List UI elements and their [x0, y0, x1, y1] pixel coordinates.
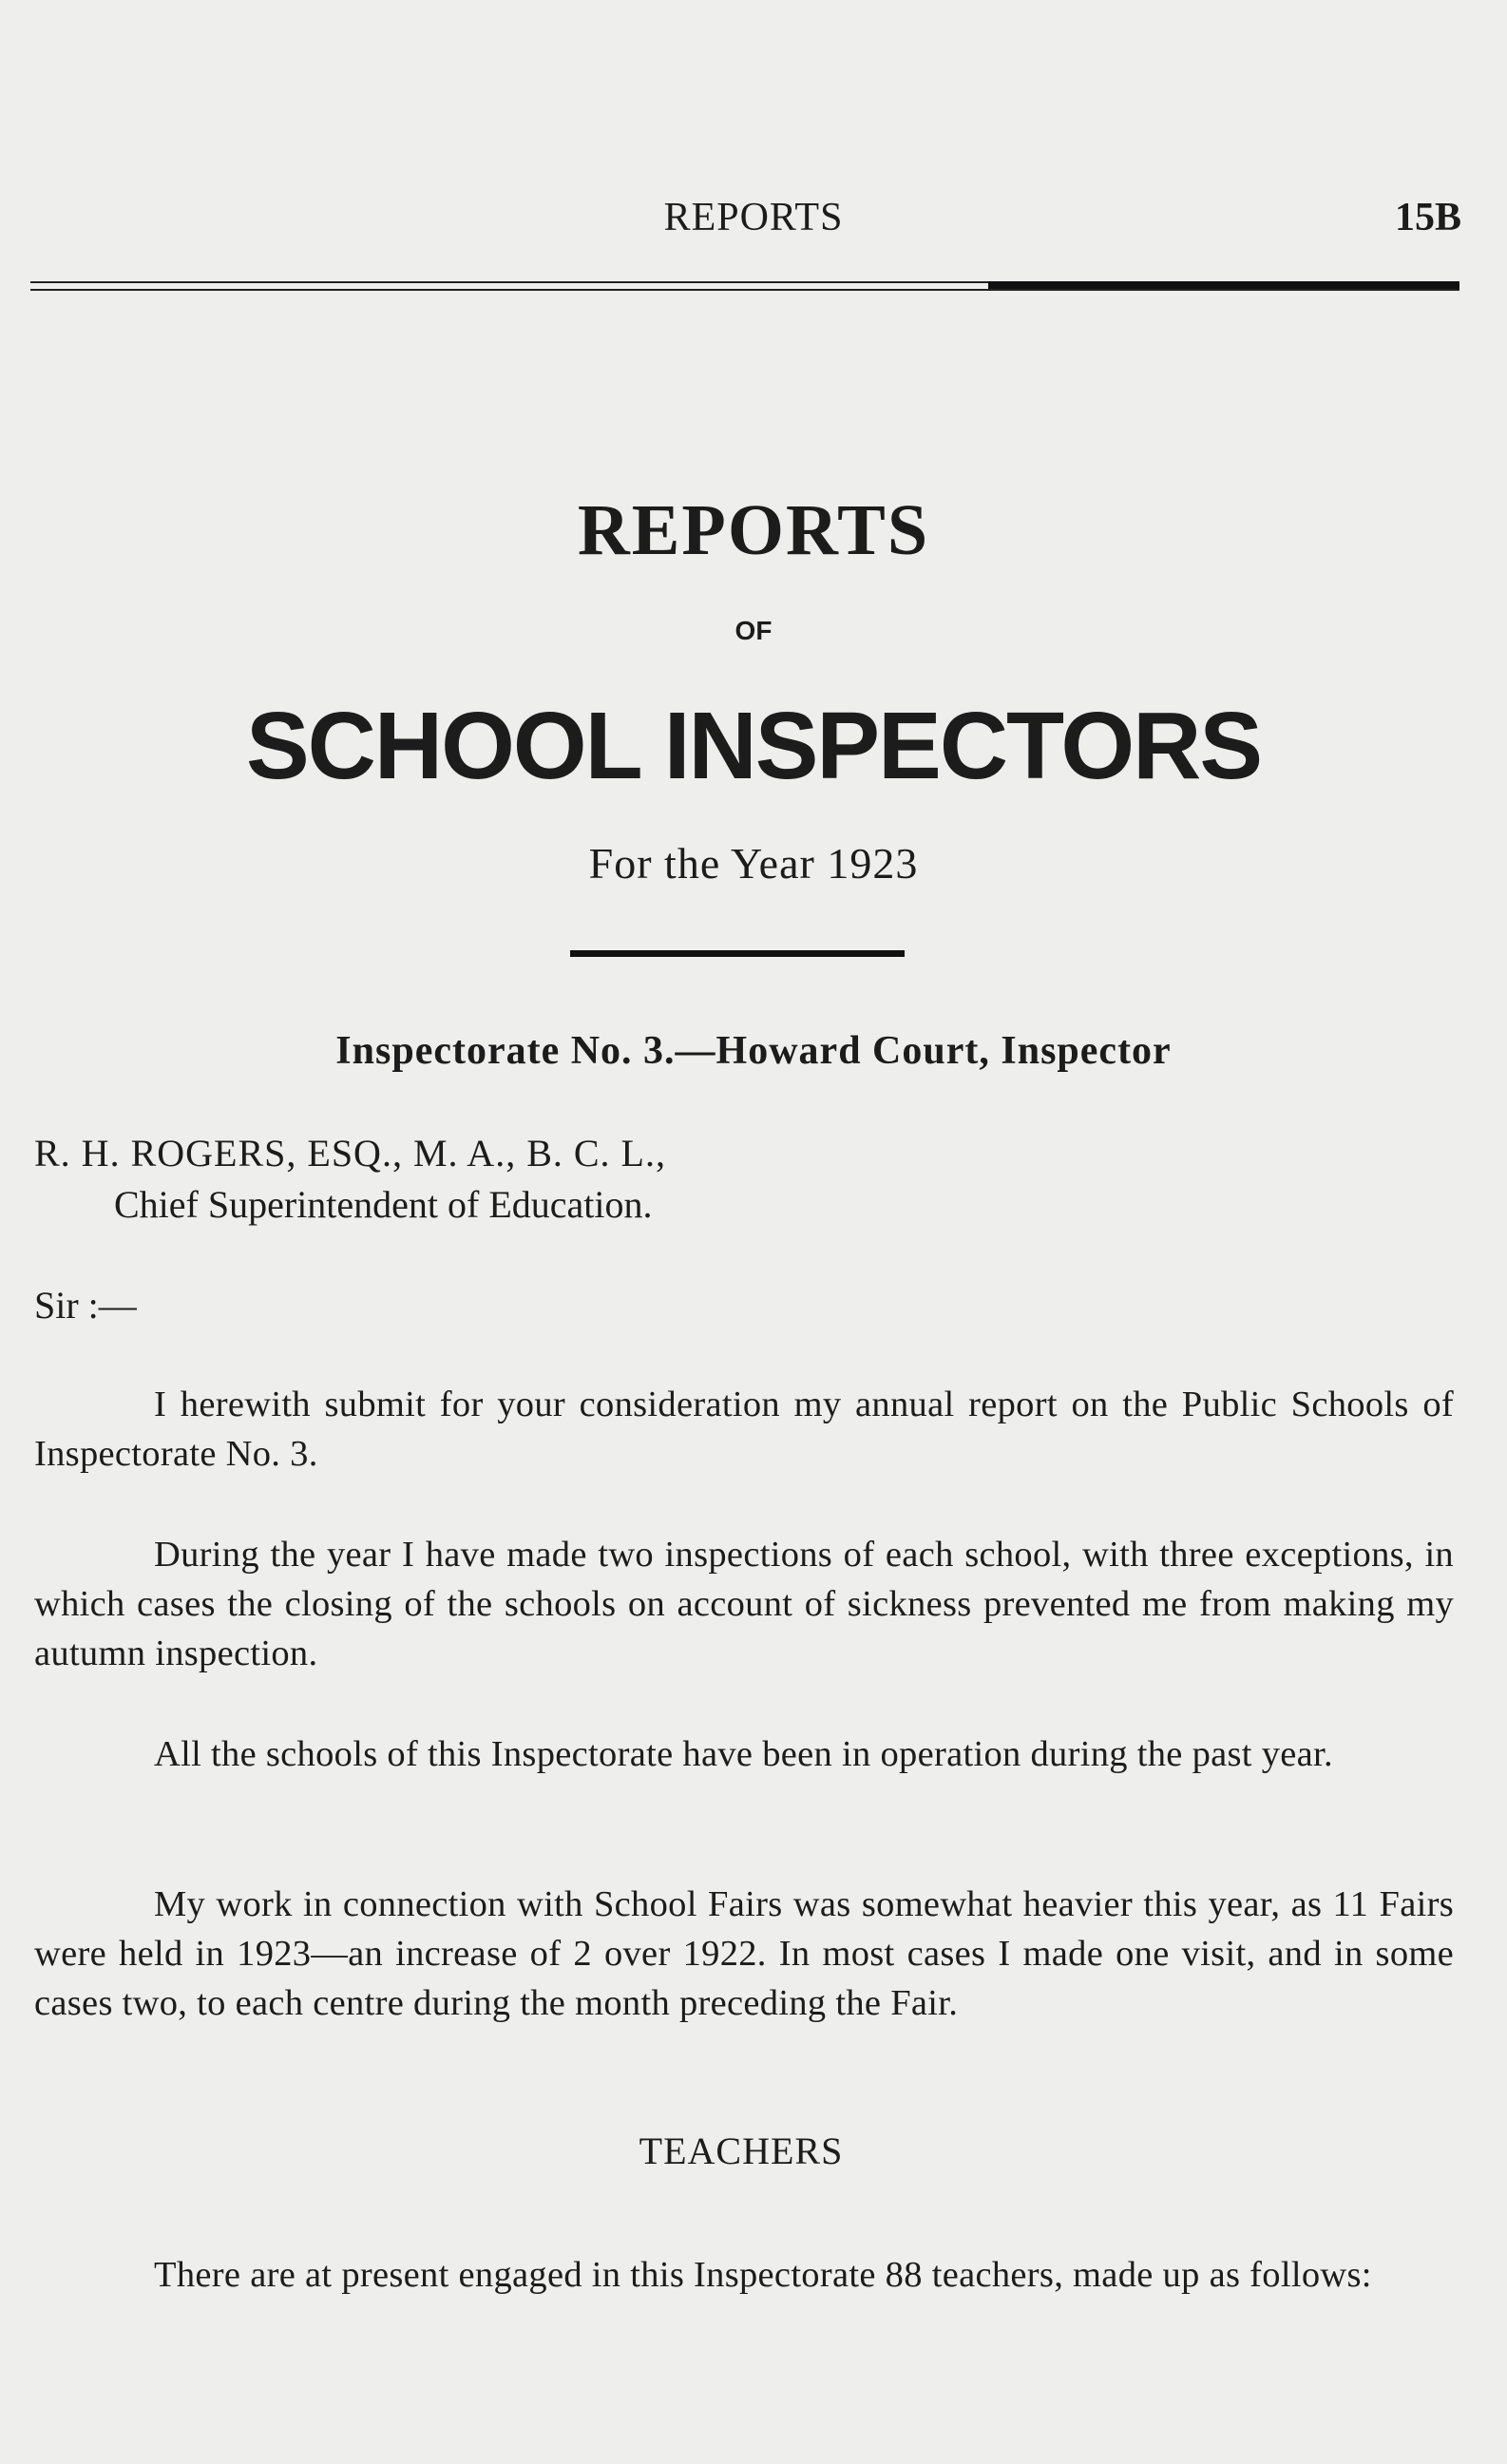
title-divider-rule — [570, 950, 905, 957]
paragraph-inspections: During the year I have made two inspections of each school, with three exceptions, in which cases the closing of the schools on account of sickness prevented me from making my autumn inspection. — [34, 1535, 1454, 1673]
section-heading-teachers: TEACHERS — [639, 2130, 844, 2172]
paragraph-operation: All the schools of this Inspectorate have been in operation during the past year. — [154, 1734, 1333, 1774]
addressee-name: R. H. ROGERS, ESQ., M. A., B. C. L., — [34, 1132, 666, 1175]
running-head-title: REPORTS — [663, 196, 844, 239]
addressee-title: Chief Superintendent of Education. — [114, 1183, 653, 1226]
title-reports: REPORTS — [577, 490, 930, 570]
page-number: 15B — [1394, 196, 1461, 239]
paragraph-school-fairs: My work in connection with School Fairs was somewhat heavier this year, as 11 Fairs were held in 1923—an increase of 2 over 1922. In most cases I made one visit, and in some cases two, to each centre during the month preceding the Fair. — [34, 1884, 1454, 2023]
header-rule-thick-segment — [988, 281, 1459, 289]
salutation: Sir :— — [34, 1284, 137, 1327]
title-of: OF — [734, 616, 773, 645]
inspectorate-heading: Inspectorate No. 3.—Howard Court, Inspector — [335, 1029, 1172, 1073]
title-year: For the Year 1923 — [588, 839, 919, 888]
title-school-inspectors: SCHOOL INSPECTORS — [245, 693, 1262, 799]
paragraph-intro: I herewith submit for your consideration my annual report on the Public Schools of Inspectorate No. 3. — [34, 1385, 1454, 1474]
paragraph-teachers: There are at present engaged in this Inspectorate 88 teachers, made up as follows: — [154, 2255, 1372, 2295]
